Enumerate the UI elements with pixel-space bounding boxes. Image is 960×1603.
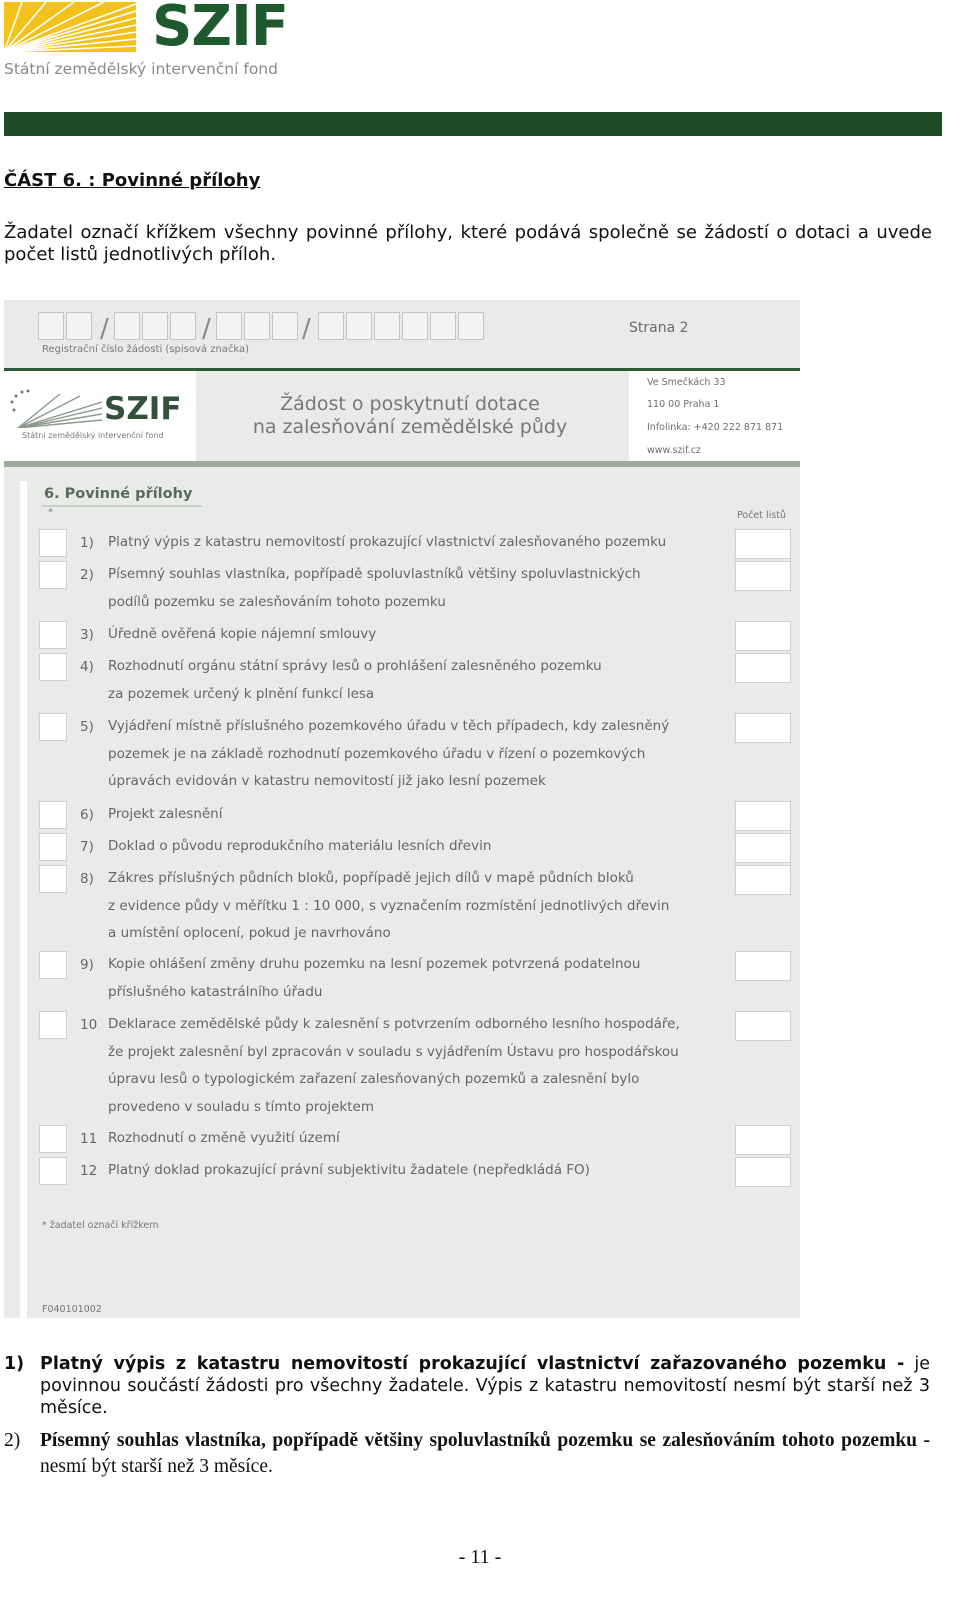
note-text: nesmí být starší než 3 měsíce. (40, 1456, 273, 1477)
form-section-heading: 6. Povinné přílohy (44, 486, 193, 502)
attachment-checkbox[interactable] (39, 1125, 67, 1153)
page-count-field[interactable] (735, 1011, 791, 1041)
reg-digit-box (170, 312, 196, 340)
attachment-number: 8) (80, 871, 94, 887)
attachment-checkbox[interactable] (39, 833, 67, 861)
reg-digit-box (402, 312, 428, 340)
form-image (4, 300, 800, 1318)
reg-separator: / (202, 314, 211, 344)
registration-label: Registrační číslo žádosti (spisová značka) (42, 344, 250, 355)
page-count-field[interactable] (735, 561, 791, 591)
attachment-checkbox[interactable] (39, 951, 67, 979)
attachment-number: 2) (80, 567, 94, 583)
attachment-checkbox[interactable] (39, 653, 67, 681)
attachment-text-line: za pozemek určený k plnění funkcí lesa (108, 685, 375, 702)
note-bold-text: Písemný souhlas vlastníka, popřípadě většiny spoluvlastníků pozemku se zalesňováním tohoto pozemku - (40, 1430, 930, 1451)
form-divider (4, 461, 800, 467)
attachment-text-line: Platný výpis z katastru nemovitostí prokazující vlastnictví zalesňovaného pozemku (108, 534, 667, 550)
attachment-number: 7) (80, 839, 94, 855)
note-2 (4, 1428, 930, 1480)
address-line: Ve Smečkách 33 (647, 377, 726, 388)
address-line: www.szif.cz (647, 445, 701, 456)
reg-separator: / (100, 314, 109, 344)
logo-rays-icon (4, 2, 136, 52)
reg-digit-box (114, 312, 140, 340)
section-title: ČÁST 6. : Povinné přílohy (4, 170, 261, 191)
page-count-field[interactable] (735, 1125, 791, 1155)
attachment-text-line: provedeno v souladu s tímto projektem (108, 1098, 374, 1115)
page-count-field[interactable] (735, 713, 791, 743)
attachment-number: 5) (80, 719, 94, 735)
attachment-text-line: Rozhodnutí o změně využití území (108, 1130, 340, 1146)
form-logo-subtitle: Státní zemědělský intervenční fond (22, 431, 164, 440)
note-text: je povinnou součástí žádosti pro všechny žadatele. Výpis z katastru nemovitostí nesmí být starší než 3 měsíce. (40, 1354, 930, 1418)
page-count-field[interactable] (735, 1157, 791, 1187)
attachment-number: 4) (80, 659, 94, 675)
attachment-text-line: příslušného katastrálního úřadu (108, 983, 323, 1000)
reg-digit-box (216, 312, 242, 340)
attachment-text (108, 561, 641, 616)
attachment-text (108, 801, 223, 829)
attachment-text-line: úpravách evidován v katastru nemovitostí již jako lesní pozemek (108, 773, 546, 789)
attachment-text-line: Vyjádření místně příslušného pozemkového úřadu v těch případech, kdy zalesněný (108, 718, 670, 734)
form-title (200, 393, 620, 439)
attachment-number: 1) (80, 535, 94, 551)
form-logo-wordmark: SZIF (104, 391, 182, 427)
form-sidebar (20, 481, 27, 1318)
attachment-text-line: úpravu lesů o typologickém zařazení zalesňovaných pozemků a zalesnění bylo (108, 1071, 640, 1087)
attachment-text-line: Písemný souhlas vlastníka, popřípadě spoluvlastníků většiny spoluvlastnických (108, 566, 641, 582)
reg-digit-box (346, 312, 372, 340)
attachment-text (108, 951, 640, 1006)
form-title-line: na zalesňování zemědělské půdy (252, 416, 568, 438)
attachment-checkbox[interactable] (39, 713, 67, 741)
page-count-field[interactable] (735, 833, 791, 863)
form-footnote: * žadatel označí křížkem (42, 1220, 159, 1231)
attachment-number: 3) (80, 627, 94, 643)
logo-wordmark: SZIF (152, 0, 289, 59)
attachment-text (108, 713, 669, 796)
attachment-number: 11 (80, 1131, 98, 1147)
attachment-text-line: Úředně ověřená kopie nájemní smlouvy (108, 626, 377, 642)
reg-digit-box (458, 312, 484, 340)
attachment-text (108, 1011, 680, 1121)
page-count-field[interactable] (735, 801, 791, 831)
attachment-checkbox[interactable] (39, 1157, 67, 1185)
attachment-number: 10 (80, 1017, 98, 1033)
attachment-text (108, 1125, 340, 1153)
note-number: 2) (4, 1430, 21, 1451)
logo-subtitle: Státní zemědělský intervenční fond (4, 60, 278, 78)
form-title-line: Žádost o poskytnutí dotace (280, 393, 540, 415)
attachment-text-line: podílů pozemku se zalesňováním tohoto pozemku (108, 593, 446, 610)
attachment-number: 6) (80, 807, 94, 823)
reg-digit-box (430, 312, 456, 340)
reg-separator: / (302, 314, 311, 344)
attachment-text-line: pozemek je na základě rozhodnutí pozemkového úřadu v řízení o pozemkových (108, 745, 646, 762)
reg-digit-box (244, 312, 270, 340)
attachment-text-line: Kopie ohlášení změny druhu pozemku na lesní pozemek potvrzená podatelnou (108, 956, 641, 972)
szif-logo (4, 2, 294, 82)
attachment-text-line: Projekt zalesnění (108, 806, 223, 822)
attachment-number: 9) (80, 957, 94, 973)
attachment-text-line: že projekt zalesnění byl zpracován v souladu s vyjádřením Ústavu pro hospodářskou (108, 1043, 679, 1060)
attachment-text-line: Deklarace zemědělské půdy k zalesnění s potvrzením odborného lesního hospodáře, (108, 1016, 680, 1032)
attachment-checkbox[interactable] (39, 529, 67, 557)
header-bar (4, 112, 942, 136)
page-count-field[interactable] (735, 865, 791, 895)
attachment-text-line: Rozhodnutí orgánu státní správy lesů o prohlášení zalesněného pozemku (108, 658, 602, 674)
note-bold-text: Platný výpis z katastru nemovitostí prokazující vlastnictví zařazovaného pozemku - (40, 1354, 905, 1374)
page-label: Strana 2 (629, 320, 689, 336)
reg-digit-box (272, 312, 298, 340)
count-column-header: Počet listů (737, 510, 786, 521)
attachment-number: 12 (80, 1163, 98, 1179)
attachment-text (108, 865, 669, 948)
page-count-field[interactable] (735, 529, 791, 559)
page-count-field[interactable] (735, 951, 791, 981)
form-section-underline (42, 505, 202, 507)
form-logo (4, 371, 196, 461)
required-mark: * (48, 507, 53, 518)
note-1 (4, 1353, 930, 1419)
note-number: 1) (4, 1354, 25, 1374)
attachment-text-line: Zákres příslušných půdních bloků, popřípadě jejich dílů v mapě půdních bloků (108, 870, 634, 886)
form-address (629, 371, 800, 461)
reg-digit-box (142, 312, 168, 340)
attachment-text-line: Doklad o původu reprodukčního materiálu lesních dřevin (108, 838, 492, 854)
form-logo-rays-icon (10, 388, 102, 428)
registration-number-boxes (38, 312, 498, 342)
address-line: Infolinka: +420 222 871 871 (647, 422, 784, 433)
attachment-checkbox[interactable] (39, 801, 67, 829)
page-count-field[interactable] (735, 653, 791, 683)
reg-digit-box (318, 312, 344, 340)
attachment-text (108, 653, 602, 708)
reg-digit-box (38, 312, 64, 340)
reg-digit-box (374, 312, 400, 340)
attachment-checkbox[interactable] (39, 621, 67, 649)
attachment-text (108, 1157, 590, 1185)
attachment-text (108, 621, 376, 649)
page-count-field[interactable] (735, 621, 791, 651)
intro-paragraph: Žadatel označí křížkem všechny povinné přílohy, které podává společně se žádostí o dotaci a uvede počet listů jednotlivých příloh. (4, 222, 932, 265)
page-number: - 11 - (458, 1546, 502, 1568)
form-code: F040101002 (42, 1304, 102, 1315)
address-line: 110 00 Praha 1 (647, 399, 720, 410)
attachment-checkbox[interactable] (39, 1011, 67, 1039)
attachment-text (108, 833, 491, 861)
attachment-text-line: a umístění oplocení, pokud je navrhováno (108, 925, 391, 941)
attachment-text-line: Platný doklad prokazující právní subjektivitu žadatele (nepředkládá FO) (108, 1162, 590, 1178)
attachment-text-line: z evidence půdy v měřítku 1 : 10 000, s vyznačením rozmístění jednotlivých dřevin (108, 897, 670, 914)
attachment-checkbox[interactable] (39, 865, 67, 893)
attachment-checkbox[interactable] (39, 561, 67, 589)
reg-digit-box (66, 312, 92, 340)
attachment-text (108, 529, 666, 557)
